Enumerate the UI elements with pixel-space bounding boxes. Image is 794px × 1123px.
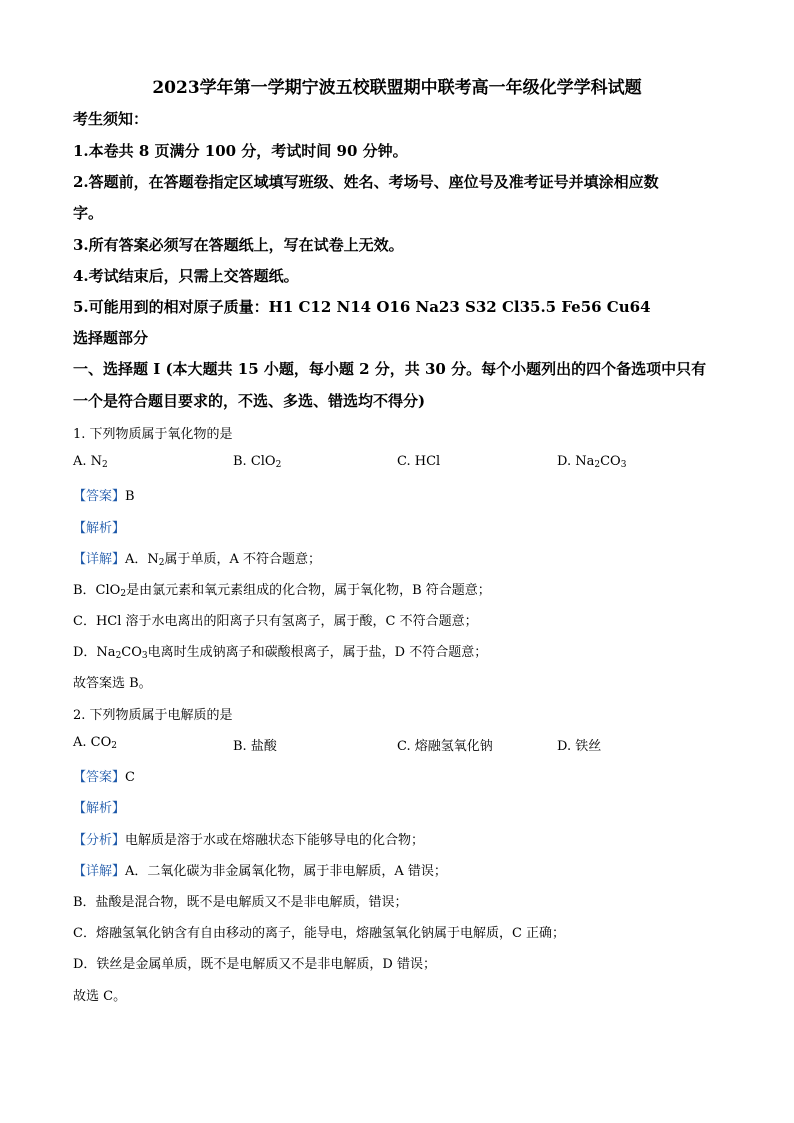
q2-detail-2: B．盐酸是混合物，既不是电解质又不是非电解质，错误； [73, 895, 408, 910]
q1-answer-value: B [125, 489, 135, 504]
q2-detail-4: D．铁丝是金属单质，既不是电解质又不是非电解质，D 错误； [73, 957, 436, 972]
q1-detail-3: C．HCl 溶于水电离出的阳离子只有氢离子，属于酸，C 不符合题意； [73, 614, 478, 629]
q1-detail-4: D．$Na_2CO_3$电离时生成钠离子和碳酸根离子，属于盐，D 不符合题意； [73, 645, 488, 661]
q2-fenxi: 【分析】电解质是溶于水或在熔融状态下能够导电的化合物； [73, 833, 425, 848]
q2-answer-value: C [125, 770, 135, 785]
section-label: 选择题部分 [73, 329, 149, 347]
q1-answer [73, 485, 135, 504]
q2-conclusion: 故选 C。 [73, 989, 127, 1004]
q1-detail-1: 【详解】A．$N_2$属于单质，A 不符合题意； [73, 552, 322, 568]
q2-stem: 2. 下列物质属于电解质的是 [73, 708, 233, 723]
q2-option-c: C. 熔融氢氧化钠 [397, 739, 493, 754]
answer-tag: 【答案】 [73, 770, 126, 785]
notice-heading: 考生须知： [73, 110, 149, 128]
q1-option-d: D. $Na_2CO_3$ [557, 454, 627, 470]
q1-stem: 1. 下列物质属于氧化物的是 [73, 427, 233, 442]
q2-option-a: A. $CO_2$ [73, 735, 117, 751]
q1-detail-2: B．ClO$_2$是由氯元素和氧元素组成的化合物，属于氧化物，B 符合题意； [73, 583, 491, 599]
q2-option-b: B. 盐酸 [233, 739, 277, 754]
q2-detail-1: 【详解】A．二氧化碳为非金属氧化物，属于非电解质，A 错误； [73, 864, 447, 879]
notice-item-5: 5.可能用到的相对原子质量：H1 C12 N14 O16 Na23 S32 Cl35.5 Fe56 Cu64 [73, 298, 651, 316]
q2-answer [73, 766, 135, 785]
q1-conclusion: 故答案选 B。 [73, 676, 152, 691]
q1-option-b: B. ClO$_2$ [233, 454, 282, 470]
notice-item-2b: 字。 [73, 204, 104, 222]
part1-instructions-b: 一个是符合题目要求的，不选、多选、错选均不得分) [73, 392, 426, 410]
notice-item-3: 3.所有答案必须写在答题纸上，写在试卷上无效。 [73, 236, 404, 254]
q2-option-d: D. 铁丝 [557, 739, 602, 754]
q1-option-a: A. $N_2$ [73, 454, 108, 470]
q1-option-c: C. HCl [397, 454, 441, 469]
notice-item-4: 4.考试结束后，只需上交答题纸。 [73, 267, 299, 285]
part1-instructions-a: 一、选择题 I (本大题共 15 小题，每小题 2 分，共 30 分。每个小题列出的四个备选项中只有 [73, 360, 707, 378]
answer-tag: 【答案】 [73, 489, 126, 504]
notice-item-2a: 2.答题前，在答题卷指定区域填写班级、姓名、考场号、座位号及准考证号并填涂相应数 [73, 173, 659, 191]
q2-analysis-tag: 【解析】 [73, 801, 126, 816]
notice-item-1: 1.本卷共 8 页满分 100 分，考试时间 90 分钟。 [73, 142, 408, 160]
q1-analysis-tag: 【解析】 [73, 521, 126, 536]
page-title: 2023学年第一学期宁波五校联盟期中联考高一年级化学学科试题 [152, 78, 642, 98]
q2-detail-3: C．熔融氢氧化钠含有自由移动的离子，能导电，熔融氢氧化钠属于电解质，C 正确； [73, 926, 566, 941]
